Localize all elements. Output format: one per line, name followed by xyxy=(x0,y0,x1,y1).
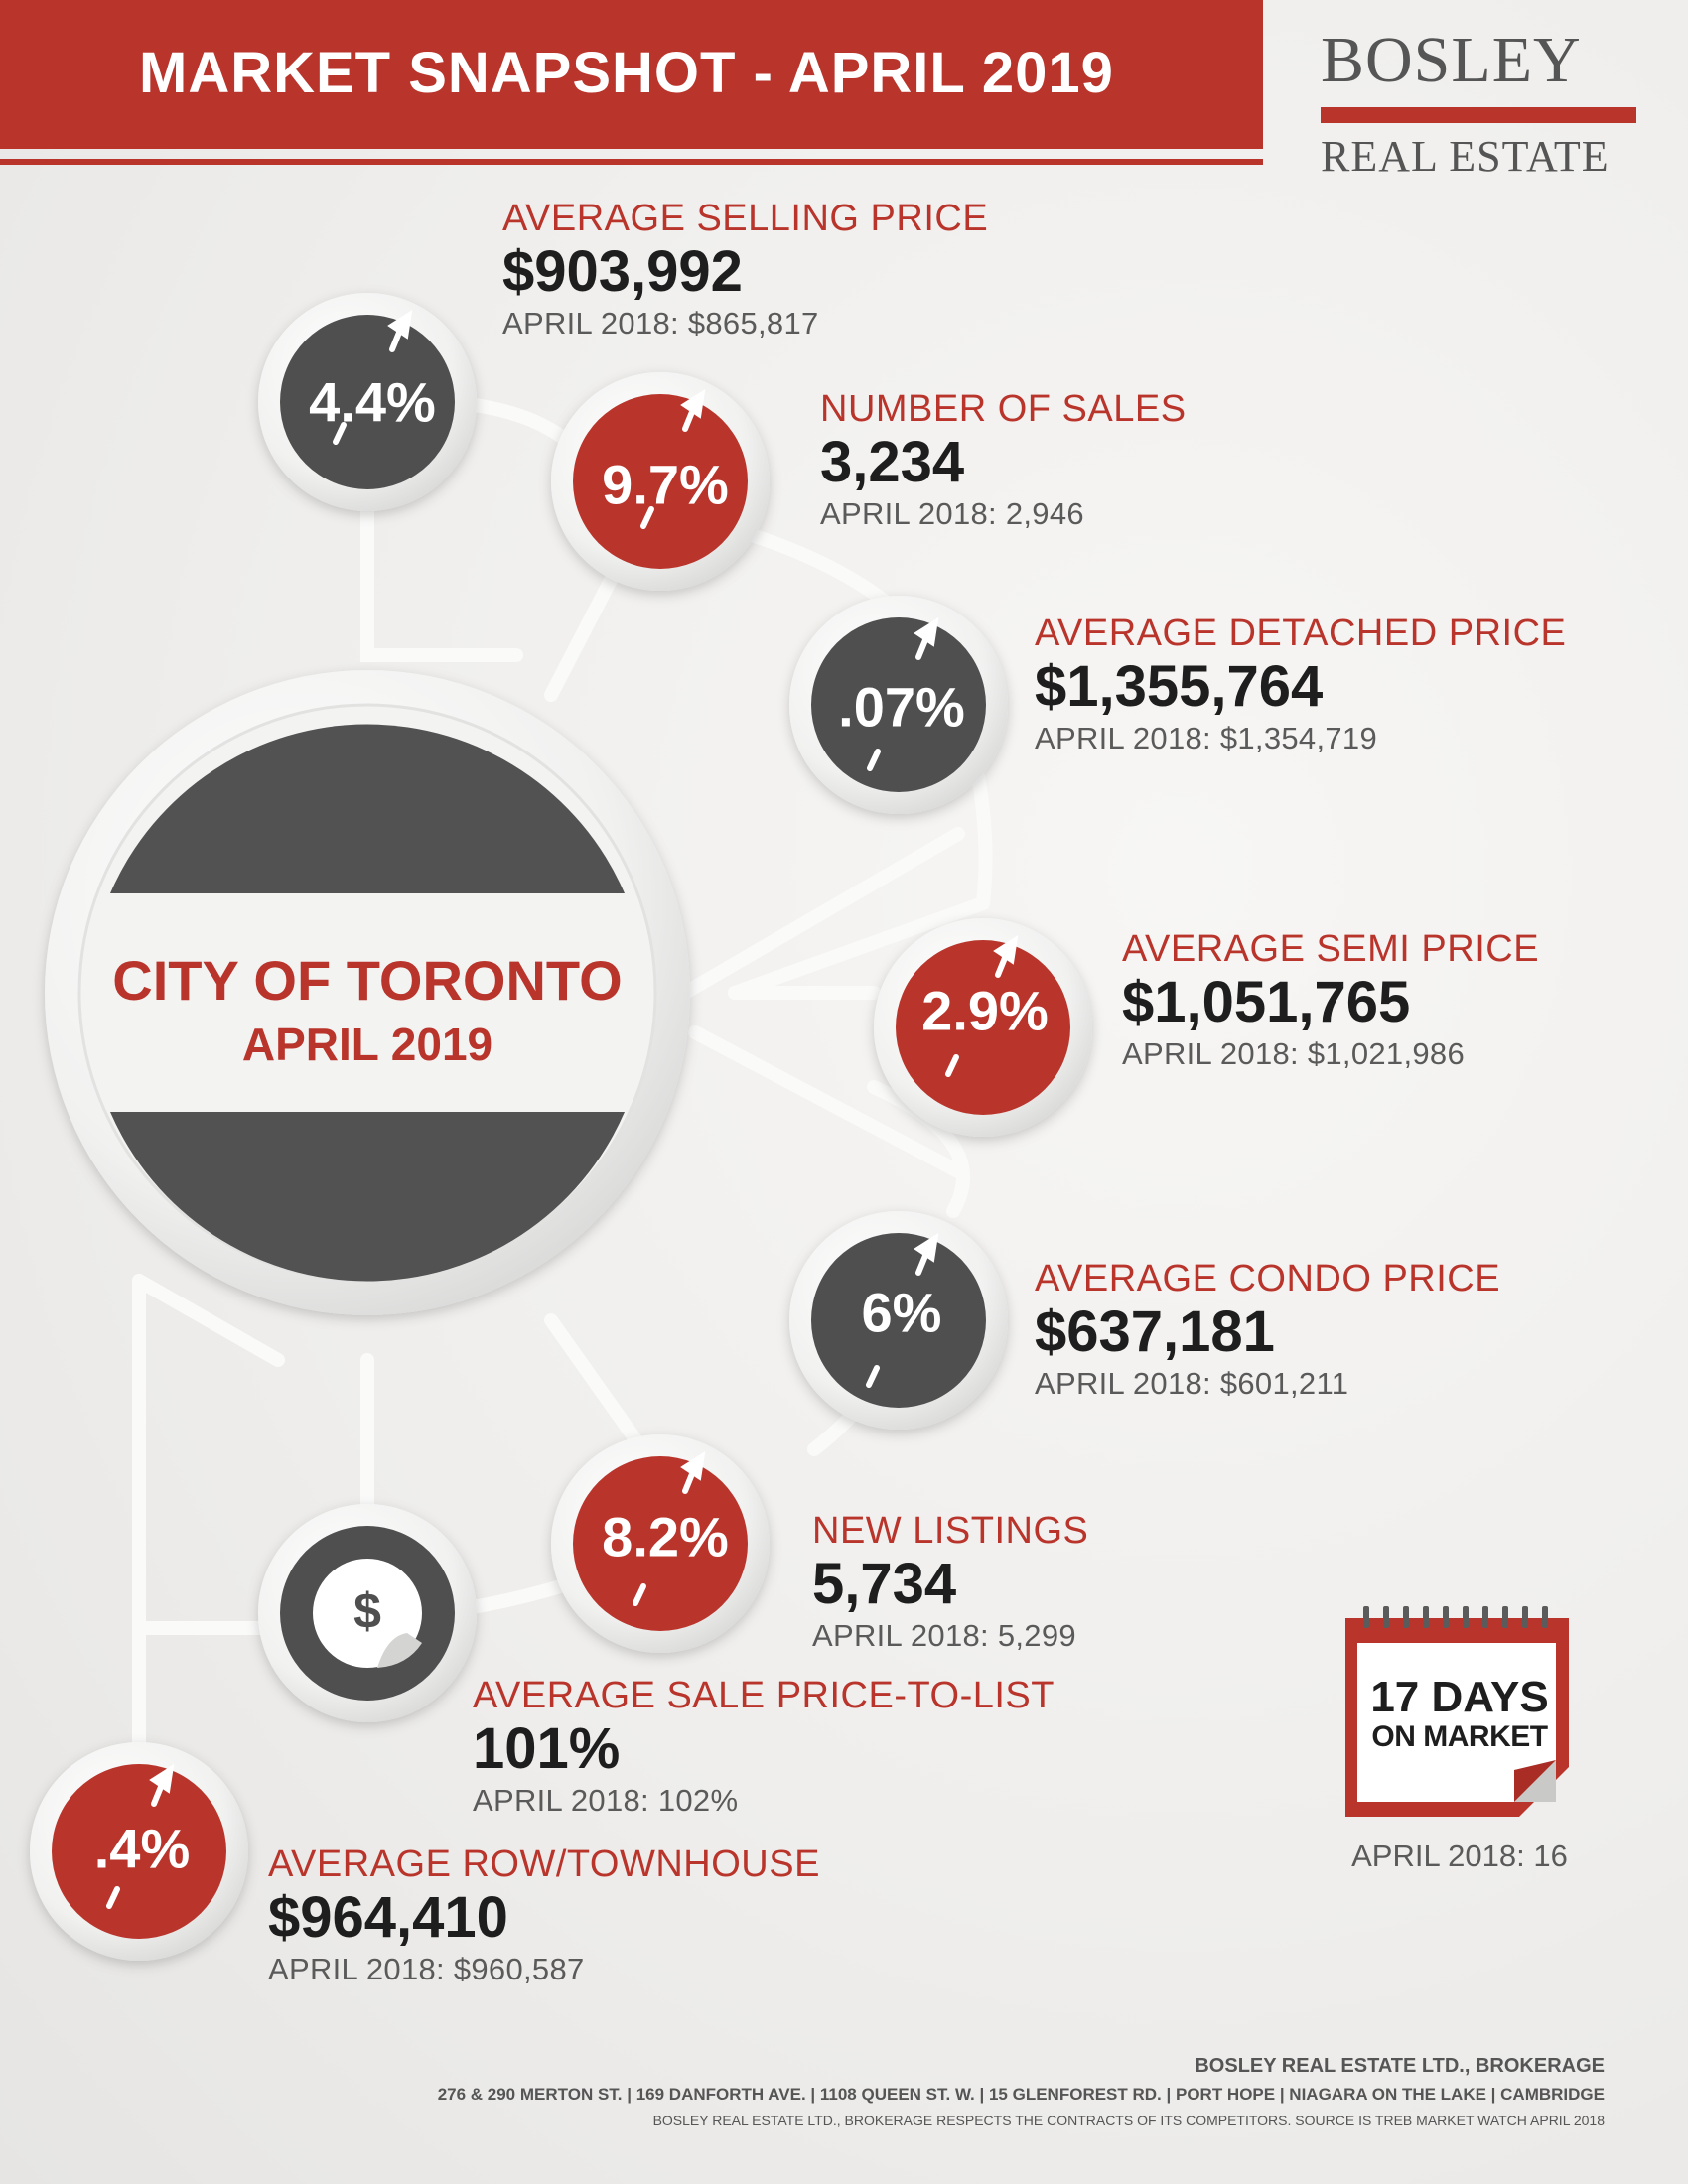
hub-title: CITY OF TORONTO xyxy=(112,949,623,1012)
stat-value: $1,355,764 xyxy=(1035,653,1324,719)
stat-label: AVERAGE SELLING PRICE xyxy=(502,198,989,239)
stat-average-detached-price xyxy=(1035,614,1566,758)
pct-new-listings: 8.2% xyxy=(602,1505,729,1569)
stat-previous: APRIL 2018: 5,299 xyxy=(812,1617,1076,1653)
stat-value: $903,992 xyxy=(502,238,743,304)
stat-average-condo-price xyxy=(1035,1259,1500,1404)
days-on-market-value: 17 DAYS xyxy=(1370,1673,1549,1721)
stat-value: 101% xyxy=(473,1715,621,1781)
stat-previous: APRIL 2018: 2,946 xyxy=(820,495,1084,531)
stat-number-of-sales xyxy=(820,389,1187,534)
stat-previous: APRIL 2018: $1,021,986 xyxy=(1122,1035,1465,1071)
days-on-market-label: ON MARKET xyxy=(1371,1720,1548,1753)
pct-average-semi-price: 2.9% xyxy=(921,979,1049,1042)
stat-value: $637,181 xyxy=(1035,1298,1275,1364)
stat-previous: APRIL 2018: $601,211 xyxy=(1035,1365,1349,1401)
stat-value: $1,051,765 xyxy=(1122,969,1411,1034)
footer-company: BOSLEY REAL ESTATE LTD., BROKERAGE xyxy=(1195,2055,1605,2077)
pct-row-townhouse: .4% xyxy=(93,1817,191,1880)
pct-average-selling-price: 4.4% xyxy=(309,370,436,434)
pct-average-condo-price: 6% xyxy=(861,1281,942,1344)
stat-average-row-townhouse xyxy=(268,1844,820,1989)
stat-average-semi-price xyxy=(1122,929,1539,1074)
stat-label: AVERAGE SALE PRICE-TO-LIST xyxy=(473,1675,1055,1716)
svg-text:$: $ xyxy=(353,1583,381,1639)
hub-subtitle: APRIL 2019 xyxy=(241,1019,493,1070)
stat-value: 5,734 xyxy=(812,1551,957,1616)
stat-average-sale-price-to-list xyxy=(473,1676,1055,1821)
stat-new-listings xyxy=(812,1511,1088,1656)
stat-label: NEW LISTINGS xyxy=(812,1510,1089,1552)
stat-previous: APRIL 2018: 102% xyxy=(473,1782,739,1818)
footer-disclaimer: BOSLEY REAL ESTATE LTD., BROKERAGE RESPECTS THE CONTRACTS OF ITS COMPETITORS. SOURCE IS TREB MARKET WATCH APRIL 2018 xyxy=(652,2113,1605,2128)
dollar-icon xyxy=(313,1559,422,1668)
stat-label: AVERAGE DETACHED PRICE xyxy=(1035,613,1567,654)
stat-previous: APRIL 2018: $1,354,719 xyxy=(1035,720,1377,755)
stat-label: AVERAGE ROW/TOWNHOUSE xyxy=(268,1843,820,1885)
stat-previous: APRIL 2018: $960,587 xyxy=(268,1951,585,1986)
stat-value: $964,410 xyxy=(268,1884,508,1950)
logo-subtitle: REAL ESTATE xyxy=(1321,132,1610,181)
logo-wordmark: BOSLEY xyxy=(1321,24,1582,96)
days-on-market-previous: APRIL 2018: 16 xyxy=(1351,1839,1568,1873)
stat-average-selling-price xyxy=(502,199,988,343)
stat-label: AVERAGE SEMI PRICE xyxy=(1122,928,1540,970)
stat-previous: APRIL 2018: $865,817 xyxy=(502,305,819,341)
pct-number-of-sales: 9.7% xyxy=(602,453,729,516)
stat-value: 3,234 xyxy=(820,429,965,494)
footer-addresses: 276 & 290 MERTON ST. | 169 DANFORTH AVE. | 1108 QUEEN ST. W. | 15 GLENFOREST RD. | PORT HOPE | NIAGARA ON THE LAKE | CAMBRIDGE xyxy=(437,2085,1605,2104)
pct-average-detached-price: .07% xyxy=(838,675,965,739)
stat-label: AVERAGE CONDO PRICE xyxy=(1035,1258,1501,1299)
stat-label: NUMBER OF SALES xyxy=(820,388,1187,430)
page-title: MARKET SNAPSHOT - APRIL 2019 xyxy=(139,41,1114,105)
